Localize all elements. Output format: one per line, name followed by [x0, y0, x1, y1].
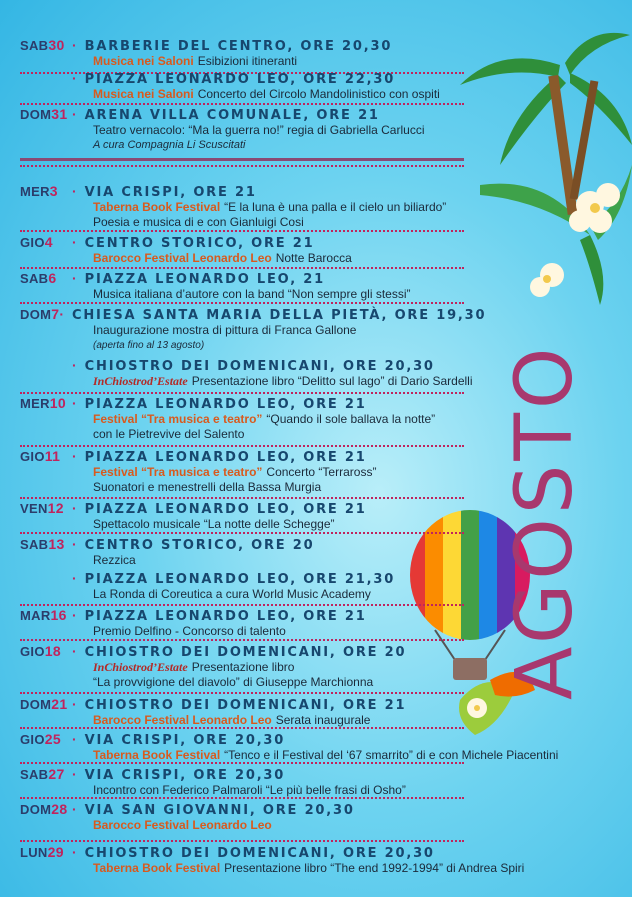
event-place: PIAZZA LEONARDO LEO, ORE 21	[84, 397, 367, 412]
separator	[20, 445, 464, 447]
event-place: CHIOSTRO DEI DOMENICANI, ORE 20,30	[84, 359, 435, 374]
event-detail: Taberna Book Festival “Tenco e il Festival del ‘67 smarrito” di e con Michele Piacentini	[93, 748, 559, 762]
separator	[20, 267, 464, 269]
separator	[20, 302, 464, 304]
event-date: GIO18	[20, 643, 61, 659]
event-place: CENTRO STORICO, ORE 21	[84, 236, 315, 251]
separator	[20, 639, 464, 641]
event-entry: · CHIOSTRO DEI DOMENICANI, ORE 20,30 InChiostrod’Estate Presentazione libro “Delitto sul lago” di Dario Sardelli	[20, 357, 480, 389]
event-place: PIAZZA LEONARDO LEO, ORE 21	[84, 609, 367, 624]
event-detail: (aperta fino al 13 agosto)	[93, 340, 205, 351]
event-detail: con le Pietrevive del Salento	[93, 427, 245, 441]
event-detail: A cura Compagnia Li Scuscitati	[93, 139, 246, 151]
event-place: PIAZZA LEONARDO LEO, 21	[84, 272, 325, 287]
event-detail: “La provvigione del diavolo” di Giuseppe Marchionna	[93, 675, 374, 689]
event-detail: InChiostrod’Estate Presentazione libro	[93, 660, 295, 674]
event-entry: · PIAZZA LEONARDO LEO, ORE 21,30 La Ronda di Coreutica a cura World Music Academy	[20, 570, 480, 602]
event-date: SAB13	[20, 536, 65, 552]
event-place: PIAZZA LEONARDO LEO, ORE 21	[84, 450, 367, 465]
event-detail: Musica italiana d’autore con la band “Non sempre gli stessi”	[93, 287, 411, 301]
separator	[20, 532, 464, 534]
event-entry: GIO11 · PIAZZA LEONARDO LEO, ORE 21 Festival “Tra musica e teatro” Concerto “Terraross” Suonatori e menestrelli della Bassa Murgia	[20, 448, 480, 495]
event-detail: Spettacolo musicale “La notte delle Schegge”	[93, 517, 335, 531]
event-date: GIO4	[20, 234, 53, 250]
event-date: GIO11	[20, 448, 61, 464]
separator	[20, 230, 464, 232]
event-place: CHIOSTRO DEI DOMENICANI, ORE 20,30	[84, 846, 435, 861]
event-detail: Rezzica	[93, 553, 136, 567]
event-detail: Barocco Festival Leonardo Leo Serata inaugurale	[93, 713, 371, 727]
event-detail: Suonatori e menestrelli della Bassa Murgia	[93, 480, 322, 494]
event-detail: Barocco Festival Leonardo Leo Notte Barocca	[93, 251, 352, 265]
event-place: VIA CRISPI, ORE 20,30	[84, 733, 286, 748]
event-date: MER10	[20, 395, 66, 411]
separator	[20, 840, 464, 842]
event-detail: Festival “Tra musica e teatro” Concerto “Terraross”	[93, 465, 377, 479]
event-detail: Barocco Festival Leonardo Leo	[93, 818, 272, 832]
event-detail: Teatro vernacolo: “Ma la guerra no!” regia di Gabriella Carlucci	[93, 123, 425, 137]
separator	[20, 497, 464, 499]
section-divider	[20, 158, 464, 161]
event-date: LUN29	[20, 844, 64, 860]
event-entry: DOM28 · VIA SAN GIOVANNI, ORE 20,30 Barocco Festival Leonardo Leo	[20, 801, 480, 833]
month-title: AGOSTO	[500, 343, 590, 700]
event-detail: Poesia e musica di e con Gianluigi Cosi	[93, 215, 304, 229]
event-date: DOM28	[20, 801, 68, 817]
event-entry: VEN12 · PIAZZA LEONARDO LEO, ORE 21 Spettacolo musicale “La notte delle Schegge”	[20, 500, 480, 532]
event-entry: SAB30 · BARBERIE DEL CENTRO, ORE 20,30 Musica nei Saloni Esibizioni itineranti	[20, 37, 480, 69]
event-detail: Musica nei Saloni Esibizioni itineranti	[93, 54, 298, 68]
event-place: CHIOSTRO DEI DOMENICANI, ORE 20	[84, 645, 407, 660]
event-date: SAB27	[20, 766, 65, 782]
event-date: DOM21	[20, 696, 68, 712]
event-entry: LUN29 · CHIOSTRO DEI DOMENICANI, ORE 20,30 Taberna Book Festival Presentazione libro “The end 1992-1994” di Andrea Spiri	[20, 844, 620, 876]
event-entry: · PIAZZA LEONARDO LEO, ORE 22,30 Musica nei Saloni Concerto del Circolo Mandolinistico con ospiti	[20, 70, 480, 102]
separator	[20, 692, 464, 694]
event-detail: InChiostrod’Estate Presentazione libro “Delitto sul lago” di Dario Sardelli	[93, 374, 473, 388]
event-place: CHIOSTRO DEI DOMENICANI, ORE 21	[84, 698, 407, 713]
event-entry: MAR16 · PIAZZA LEONARDO LEO, ORE 21 Premio Delfino - Concorso di talento	[20, 607, 480, 639]
event-entry: SAB13 · CENTRO STORICO, ORE 20 Rezzica	[20, 536, 480, 568]
event-date: GIO25	[20, 731, 61, 747]
event-date: VEN12	[20, 500, 64, 516]
event-place: CENTRO STORICO, ORE 20	[84, 538, 315, 553]
separator	[20, 392, 464, 394]
event-place: CHIESA SANTA MARIA DELLA PIETÀ, ORE 19,30	[72, 308, 487, 323]
event-detail: La Ronda di Coreutica a cura World Music Academy	[93, 587, 371, 601]
event-place: VIA CRISPI, ORE 21	[84, 185, 257, 200]
separator	[20, 165, 464, 167]
event-detail: Musica nei Saloni Concerto del Circolo Mandolinistico con ospiti	[93, 87, 440, 101]
event-entry: DOM7 · CHIESA SANTA MARIA DELLA PIETÀ, ORE 19,30 Inaugurazione mostra di pittura di Franca Gallone (aperta fino al 13 agosto)	[20, 306, 487, 351]
event-detail: Festival “Tra musica e teatro” “Quando il sole ballava la notte”	[93, 412, 436, 426]
event-date: MAR16	[20, 607, 67, 623]
separator	[20, 604, 464, 606]
separator	[20, 103, 464, 105]
event-place: ARENA VILLA COMUNALE, ORE 21	[84, 108, 380, 123]
event-entry: GIO4 · CENTRO STORICO, ORE 21 Barocco Festival Leonardo Leo Notte Barocca	[20, 234, 480, 266]
event-place: PIAZZA LEONARDO LEO, ORE 22,30	[84, 72, 396, 87]
event-date: SAB6	[20, 270, 57, 286]
event-date: SAB30	[20, 37, 65, 53]
event-date: DOM7	[20, 306, 60, 322]
event-detail: Taberna Book Festival Presentazione libro “The end 1992-1994” di Andrea Spiri	[93, 861, 525, 875]
event-entry: MER10 · PIAZZA LEONARDO LEO, ORE 21 Festival “Tra musica e teatro” “Quando il sole ballava la notte” con le Pietrevive del Salento	[20, 395, 480, 442]
event-entry: SAB6 · PIAZZA LEONARDO LEO, 21 Musica italiana d’autore con la band “Non sempre gli stessi”	[20, 270, 480, 302]
event-entry: DOM21 · CHIOSTRO DEI DOMENICANI, ORE 21 Barocco Festival Leonardo Leo Serata inaugurale	[20, 696, 480, 728]
event-entry: GIO18 · CHIOSTRO DEI DOMENICANI, ORE 20 InChiostrod’Estate Presentazione libro “La provvigione del diavolo” di Giuseppe Marchionna	[20, 643, 480, 690]
event-place: PIAZZA LEONARDO LEO, ORE 21	[84, 502, 367, 517]
event-date: MER3	[20, 183, 58, 199]
event-entry: DOM31 · ARENA VILLA COMUNALE, ORE 21 Teatro vernacolo: “Ma la guerra no!” regia di Gabriella Carlucci A cura Compagnia Li Scuscitati	[20, 106, 480, 153]
event-detail: Incontro con Federico Palmaroli “Le più belle frasi di Osho”	[93, 783, 406, 797]
event-detail: Premio Delfino - Concorso di talento	[93, 624, 286, 638]
event-entry: SAB27 · VIA CRISPI, ORE 20,30 Incontro con Federico Palmaroli “Le più belle frasi di Osho”	[20, 766, 480, 798]
event-place: VIA SAN GIOVANNI, ORE 20,30	[84, 803, 355, 818]
event-place: PIAZZA LEONARDO LEO, ORE 21,30	[84, 572, 396, 587]
event-entry: MER3 · VIA CRISPI, ORE 21 Taberna Book Festival “E la luna è una palla e il cielo un biliardo” Poesia e musica di e con Gianluigi Cosi	[20, 183, 480, 230]
event-place: BARBERIE DEL CENTRO, ORE 20,30	[84, 39, 393, 54]
event-place: VIA CRISPI, ORE 20,30	[84, 768, 286, 783]
event-detail: Inaugurazione mostra di pittura di Franca Gallone	[93, 323, 357, 337]
event-detail: Taberna Book Festival “E la luna è una palla e il cielo un biliardo”	[93, 200, 447, 214]
event-date: DOM31	[20, 106, 68, 122]
event-entry: GIO25 · VIA CRISPI, ORE 20,30 Taberna Book Festival “Tenco e il Festival del ‘67 smarrito” di e con Michele Piacentini	[20, 731, 620, 763]
